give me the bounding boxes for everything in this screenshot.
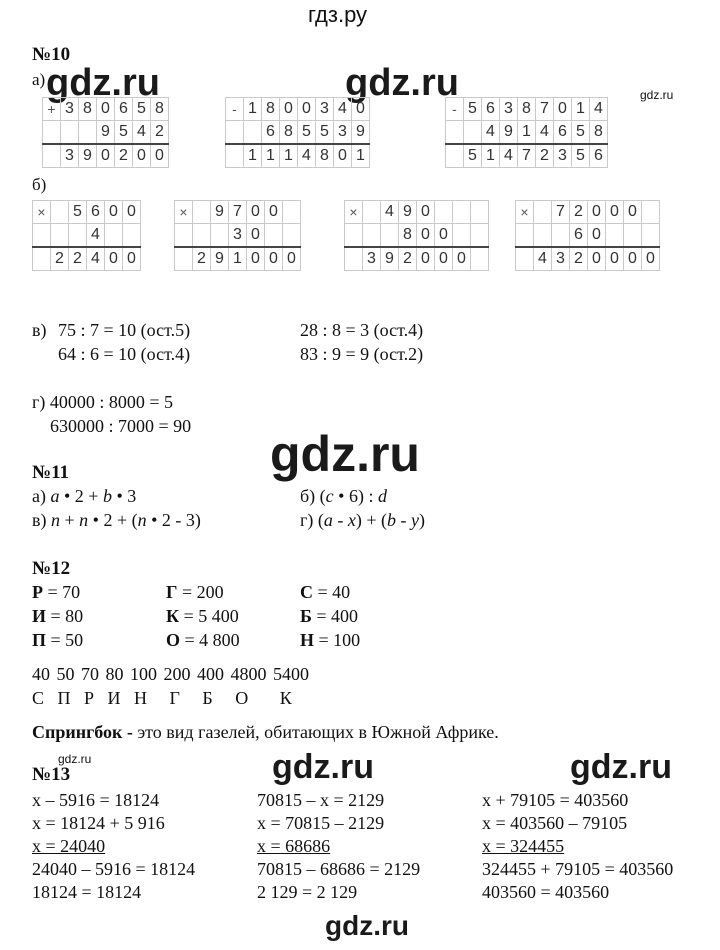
operator-cell <box>175 247 193 271</box>
digit-cell: 4 <box>133 121 151 145</box>
digit-cell <box>283 224 301 248</box>
equation-line: 403560 = 403560 <box>482 882 610 902</box>
equation-line: x = 324455 <box>482 836 565 856</box>
letter-value: Г = 200 <box>166 582 224 602</box>
digit-cell: 0 <box>352 98 370 121</box>
expression-b: б) (c • 6) : d <box>300 486 387 506</box>
watermark: gdz.ru <box>570 748 672 786</box>
digit-cell: 2 <box>115 144 133 168</box>
digit-cell: 5 <box>298 121 316 145</box>
digit-cell: 9 <box>97 121 115 145</box>
digit-cell: 6 <box>87 201 105 224</box>
equation-line: 70815 – 68686 = 2129 <box>257 859 421 879</box>
digit-cell: 4 <box>500 144 518 168</box>
digit-cell: 0 <box>554 98 572 121</box>
operator-cell <box>43 144 61 168</box>
digit-cell: 1 <box>352 144 370 168</box>
addition-grid <box>225 97 370 168</box>
digit-cell: 0 <box>283 247 301 271</box>
digit-cell <box>105 224 123 248</box>
digit-cell: 0 <box>123 201 141 224</box>
digit-cell: 0 <box>417 247 435 271</box>
letter-value: О = 4 800 <box>166 630 240 650</box>
digit-cell: 4 <box>536 121 554 145</box>
equation-line: 324455 + 79105 = 403560 <box>482 859 674 879</box>
digit-cell <box>193 201 211 224</box>
digit-cell <box>552 224 570 248</box>
digit-cell <box>69 224 87 248</box>
digit-cell: 5 <box>464 144 482 168</box>
digit-cell <box>471 224 489 248</box>
digit-cell: 2 <box>399 247 417 271</box>
watermark: gdz.ru <box>325 910 409 941</box>
part-a-label: а) <box>32 70 46 89</box>
operator-cell: × <box>33 201 51 224</box>
equation-line: x = 24040 <box>32 836 106 856</box>
multiplication-grid <box>515 200 660 271</box>
digit-cell <box>363 201 381 224</box>
watermark: gdz.ru <box>270 426 420 482</box>
letter-value: С = 40 <box>300 582 351 602</box>
digit-cell: 6 <box>570 224 588 248</box>
digit-cell: 8 <box>518 98 536 121</box>
expression-a: а) a • 2 + b • 3 <box>32 486 137 506</box>
digit-cell <box>193 224 211 248</box>
answer-sentence: Спрингбок - это вид газелей, обитающих в Южной Африке. <box>32 722 499 742</box>
digit-cell: 4 <box>87 247 105 271</box>
digit-cell: 0 <box>435 247 453 271</box>
letter-value: Р = 70 <box>32 582 81 602</box>
digit-cell: 3 <box>554 144 572 168</box>
equation-line: 24040 – 5916 = 18124 <box>32 859 196 879</box>
digit-cell: 6 <box>590 144 608 168</box>
operator-cell <box>226 121 244 145</box>
digit-cell: 0 <box>334 144 352 168</box>
digit-cell: 0 <box>624 247 642 271</box>
digit-cell: 1 <box>244 144 262 168</box>
digit-cell: 4 <box>482 121 500 145</box>
letters-row: С П Р И Н Г Б О К <box>32 688 292 708</box>
digit-cell: 5 <box>133 98 151 121</box>
letter-value: К = 5 400 <box>166 606 239 626</box>
digit-cell: 9 <box>79 144 97 168</box>
operator-cell: + <box>43 98 61 121</box>
digit-cell: 8 <box>280 121 298 145</box>
part-b-label: б) <box>32 175 47 194</box>
digit-cell: 4 <box>381 201 399 224</box>
digit-cell: 3 <box>552 247 570 271</box>
digit-cell: 0 <box>417 201 435 224</box>
digit-cell <box>123 224 141 248</box>
digit-cell: 0 <box>105 247 123 271</box>
digit-cell: 9 <box>211 247 229 271</box>
digit-cell <box>471 201 489 224</box>
digit-cell <box>606 224 624 248</box>
watermark-small: gdz.ru <box>640 88 674 102</box>
digit-cell: 7 <box>552 201 570 224</box>
digit-cell: 6 <box>482 98 500 121</box>
digit-cell: 0 <box>105 201 123 224</box>
expression-g: г) (a - x) + (b - y) <box>300 510 426 530</box>
watermark-small: gdz.ru <box>58 752 92 766</box>
digit-cell <box>265 224 283 248</box>
digit-cell: 6 <box>262 121 280 145</box>
digit-cell: 2 <box>69 247 87 271</box>
equation-line: 2 129 = 2 129 <box>257 882 358 902</box>
operator-cell: × <box>175 201 193 224</box>
part-v-label: в) <box>32 320 47 340</box>
watermark: gdz.ru <box>345 62 459 104</box>
multiplication-grid <box>344 200 489 271</box>
digit-cell <box>453 224 471 248</box>
digit-cell: 9 <box>500 121 518 145</box>
digit-cell: 3 <box>316 98 334 121</box>
digit-cell: 0 <box>606 247 624 271</box>
digit-cell: 3 <box>229 224 247 248</box>
digit-cell: 1 <box>229 247 247 271</box>
digit-cell: 3 <box>363 247 381 271</box>
operator-cell <box>33 247 51 271</box>
digit-cell: 0 <box>280 98 298 121</box>
operator-cell <box>516 224 534 248</box>
digit-cell: 3 <box>61 144 79 168</box>
digit-cell: 4 <box>534 247 552 271</box>
task-10-label: №10 <box>32 44 71 65</box>
digit-cell: 0 <box>123 247 141 271</box>
multiplication-grid <box>174 200 301 271</box>
equation-line: 18124 = 18124 <box>32 882 142 902</box>
digit-cell: 8 <box>399 224 417 248</box>
digit-cell: 0 <box>97 144 115 168</box>
digit-cell: 1 <box>482 144 500 168</box>
operator-cell <box>33 224 51 248</box>
digit-cell: 3 <box>500 98 518 121</box>
digit-cell: 3 <box>61 98 79 121</box>
digit-cell: 5 <box>69 201 87 224</box>
operator-cell <box>345 224 363 248</box>
division-line: 64 : 6 = 10 (ост.4) <box>58 344 191 364</box>
digit-cell: 7 <box>229 201 247 224</box>
digit-cell: 2 <box>51 247 69 271</box>
digit-cell <box>642 201 660 224</box>
division-line: г) 40000 : 8000 = 5 <box>32 392 174 412</box>
operator-cell <box>446 121 464 145</box>
digit-cell: 9 <box>381 247 399 271</box>
digit-cell: 4 <box>298 144 316 168</box>
digit-cell: 6 <box>115 98 133 121</box>
operator-cell: × <box>345 201 363 224</box>
digit-cell: 0 <box>642 247 660 271</box>
digit-cell: 9 <box>399 201 417 224</box>
digit-cell: 7 <box>536 98 554 121</box>
digit-cell: 7 <box>518 144 536 168</box>
digit-cell <box>79 121 97 145</box>
task-12-label: №12 <box>32 558 71 579</box>
digit-cell <box>363 224 381 248</box>
digit-cell <box>435 201 453 224</box>
digit-cell: 0 <box>298 98 316 121</box>
multiplication-grid <box>32 200 141 271</box>
equation-line: x = 18124 + 5 916 <box>32 813 165 833</box>
letter-value: П = 50 <box>32 630 84 650</box>
digit-cell <box>642 224 660 248</box>
watermark: gdz.ru <box>272 748 374 786</box>
division-line: 75 : 7 = 10 (ост.5) <box>58 320 191 340</box>
site-header: гдз.ру <box>308 2 368 27</box>
digit-cell: 5 <box>572 144 590 168</box>
digit-cell <box>534 224 552 248</box>
digit-cell: 2 <box>570 201 588 224</box>
equation-line: x = 68686 <box>257 836 331 856</box>
digit-cell: 2 <box>570 247 588 271</box>
operator-cell <box>516 247 534 271</box>
digit-cell: 0 <box>247 247 265 271</box>
digit-cell <box>211 224 229 248</box>
addition-grid <box>445 97 608 168</box>
digit-cell: 0 <box>606 201 624 224</box>
equation-line: x + 79105 = 403560 <box>482 790 629 810</box>
watermark: gdz.ru <box>46 62 160 104</box>
addition-grid <box>42 97 169 168</box>
letter-value: И = 80 <box>32 606 84 626</box>
digit-cell: 2 <box>151 121 169 145</box>
digit-cell <box>381 224 399 248</box>
task-11-label: №11 <box>32 462 70 483</box>
expression-v: в) n + n • 2 + (n • 2 - 3) <box>32 510 201 530</box>
digit-cell <box>244 121 262 145</box>
letter-value: Б = 400 <box>300 606 359 626</box>
equation-line: x = 403560 – 79105 <box>482 813 628 833</box>
digit-cell <box>51 201 69 224</box>
digit-cell <box>534 201 552 224</box>
digit-cell: 5 <box>464 98 482 121</box>
division-line: 83 : 9 = 9 (ост.2) <box>300 344 424 364</box>
digit-cell: 0 <box>417 224 435 248</box>
digit-cell: 3 <box>334 121 352 145</box>
task-13-label: №13 <box>32 764 71 785</box>
digit-cell: 0 <box>265 247 283 271</box>
digit-cell <box>51 224 69 248</box>
numbers-row: 40 50 70 80 100 200 400 4800 5400 <box>32 664 309 684</box>
digit-cell: 8 <box>79 98 97 121</box>
operator-cell <box>43 121 61 145</box>
digit-cell: 0 <box>453 247 471 271</box>
equation-line: x = 70815 – 2129 <box>257 813 385 833</box>
digit-cell: 1 <box>262 144 280 168</box>
digit-cell: 0 <box>247 201 265 224</box>
digit-cell: 5 <box>115 121 133 145</box>
digit-cell: 8 <box>316 144 334 168</box>
digit-cell: 9 <box>352 121 370 145</box>
digit-cell: 8 <box>151 98 169 121</box>
digit-cell <box>624 224 642 248</box>
digit-cell: 0 <box>247 224 265 248</box>
digit-cell: 0 <box>588 201 606 224</box>
digit-cell: 8 <box>262 98 280 121</box>
operator-cell <box>226 144 244 168</box>
digit-cell: 2 <box>536 144 554 168</box>
operator-cell <box>345 247 363 271</box>
digit-cell: 2 <box>193 247 211 271</box>
division-line: 630000 : 7000 = 90 <box>50 416 192 436</box>
equation-line: 70815 – x = 2129 <box>257 790 385 810</box>
division-line: 28 : 8 = 3 (ост.4) <box>300 320 424 340</box>
operator-cell: - <box>226 98 244 121</box>
digit-cell: 1 <box>572 98 590 121</box>
digit-cell <box>464 121 482 145</box>
digit-cell: 0 <box>588 247 606 271</box>
digit-cell: 0 <box>624 201 642 224</box>
digit-cell: 9 <box>211 201 229 224</box>
digit-cell <box>283 201 301 224</box>
digit-cell: 0 <box>265 201 283 224</box>
digit-cell: 4 <box>87 224 105 248</box>
digit-cell: 0 <box>97 98 115 121</box>
digit-cell: 8 <box>590 121 608 145</box>
digit-cell <box>453 201 471 224</box>
digit-cell: 1 <box>244 98 262 121</box>
digit-cell: 0 <box>588 224 606 248</box>
digit-cell: 0 <box>133 144 151 168</box>
operator-cell <box>446 144 464 168</box>
digit-cell <box>471 247 489 271</box>
digit-cell: 5 <box>572 121 590 145</box>
operator-cell <box>175 224 193 248</box>
digit-cell: 6 <box>554 121 572 145</box>
digit-cell: 0 <box>151 144 169 168</box>
operator-cell: - <box>446 98 464 121</box>
digit-cell: 5 <box>316 121 334 145</box>
digit-cell: 4 <box>334 98 352 121</box>
digit-cell: 0 <box>435 224 453 248</box>
digit-cell: 4 <box>590 98 608 121</box>
operator-cell: × <box>516 201 534 224</box>
equation-line: x – 5916 = 18124 <box>32 790 160 810</box>
digit-cell: 1 <box>280 144 298 168</box>
letter-value: Н = 100 <box>300 630 361 650</box>
digit-cell <box>61 121 79 145</box>
digit-cell: 1 <box>518 121 536 145</box>
